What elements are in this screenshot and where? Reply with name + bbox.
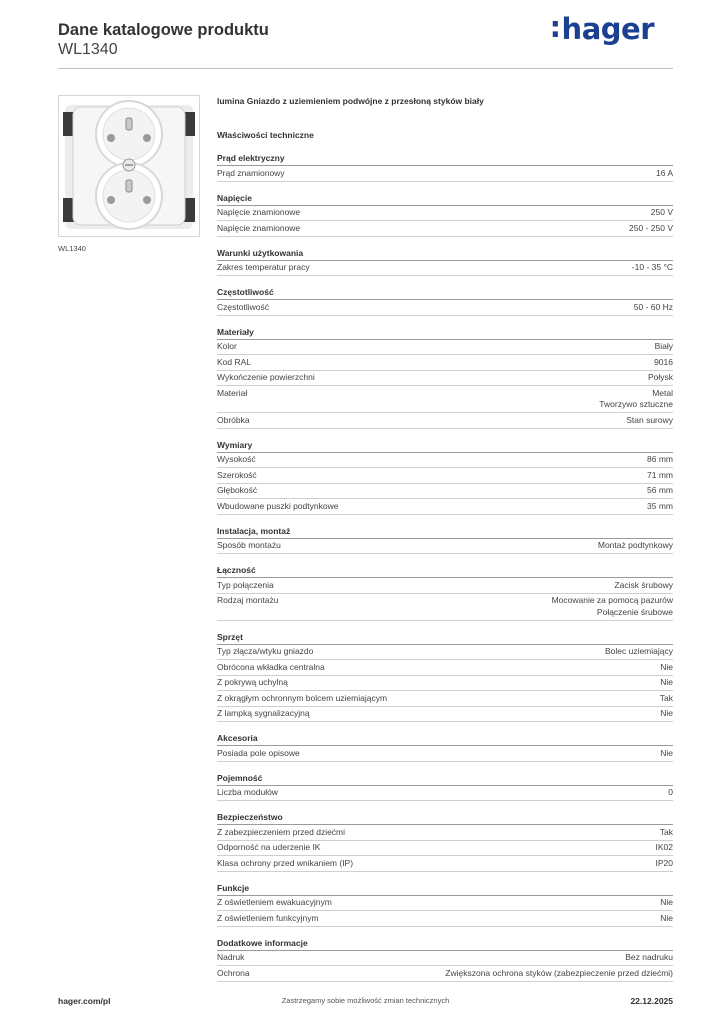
spec-row [217,539,673,555]
spec-section [217,881,673,927]
spec-value: Tak [659,826,673,837]
spec-row [217,911,673,927]
spec-value: Zwiększona ochrona styków (zabezpieczenie przed dziećmi) [445,967,673,978]
spec-value: 250 - 250 V [629,222,673,233]
spec-label: Wysokość [217,454,256,464]
spec-value: Połysk [647,372,673,382]
spec-section [217,563,673,621]
spec-label: Z oświetleniem funkcyjnym [217,912,319,923]
spec-label: Kod RAL [217,356,252,367]
spec-value: Stan surowy [626,414,673,425]
spec-section [217,731,673,762]
spec-value: Nie [660,912,673,923]
section-title: Sprzęt [217,630,673,645]
spec-row [217,660,673,676]
spec-row [217,594,673,621]
spec-row [217,746,673,762]
spec-label: Zakres temperatur pracy [217,262,310,272]
spec-value: 16 A [655,167,673,178]
spec-section [217,936,673,982]
spec-value: Bez nadruku [625,952,673,962]
spec-row [217,340,673,356]
spec-row [217,221,673,237]
spec-label: Częstotliwość [217,301,269,312]
spec-row [217,371,673,387]
footer-website: hager.com/pl [58,996,111,1006]
spec-section [217,325,673,429]
spec-row [217,676,673,692]
spec-row [217,951,673,967]
spec-row [217,841,673,857]
spec-value: 0 [668,787,673,797]
spec-value: 50 - 60 Hz [633,301,673,312]
spec-row [217,206,673,222]
spec-value: Nie [660,708,673,718]
spec-label: Rodzaj montażu [217,595,279,605]
spec-label: Z lampką sygnalizacyjną [217,708,310,718]
section-title: Pojemność [217,771,673,786]
spec-value: Nie [660,661,673,672]
spec-label: Odporność na uderzenie IK [217,842,321,852]
spec-label: Typ złącza/wtyku gniazdo [217,646,314,656]
section-title: Akcesoria [217,731,673,746]
spec-row [217,453,673,469]
spec-label: Liczba modułów [217,787,278,797]
section-title: Napięcie [217,191,673,206]
spec-row [217,825,673,841]
spec-label: Nadruk [217,952,245,962]
spec-row [217,499,673,515]
spec-row [217,856,673,872]
spec-value: Montaż podtynkowy [597,540,673,550]
spec-label: Prąd znamionowy [217,167,285,178]
logo-dots-icon: : [549,10,561,44]
spec-row [217,645,673,661]
product-name: lumina Gniazdo z uziemieniem podwójne z przesłoną styków biały [217,96,484,106]
spec-label: Wbudowane puszki podtynkowe [217,500,339,511]
product-image [58,95,200,237]
spec-row [217,484,673,500]
section-title: Instalacja, montaż [217,524,673,539]
section-title: Bezpieczeństwo [217,810,673,825]
spec-value: Bolec uziemiający [604,646,673,656]
spec-row [217,166,673,182]
spec-value: IK02 [655,842,673,852]
spec-section [217,285,673,316]
section-title: Wymiary [217,438,673,453]
hager-logo [549,12,654,46]
spec-value: 9016 [654,356,673,367]
spec-label: Typ połączenia [217,579,274,590]
spec-label: Głębokość [217,485,258,495]
image-caption: WL1340 [58,244,86,253]
spec-row [217,261,673,277]
section-title: Warunki użytkowania [217,246,673,261]
spec-value: Nie [660,677,673,687]
spec-row [217,355,673,371]
spec-label: Z pokrywą uchylną [217,677,288,687]
spec-value: IP20 [655,857,673,868]
section-title: Prąd elektryczny [217,151,673,166]
section-title: Dodatkowe informacje [217,936,673,951]
spec-label: Klasa ochrony przed wnikaniem (IP) [217,857,354,868]
spec-content [217,95,673,982]
spec-value: 56 mm [647,485,673,495]
spec-row [217,896,673,912]
spec-row [217,468,673,484]
properties-heading: Właściwości techniczne [217,130,314,140]
spec-section [217,524,673,555]
page-title: Dane katalogowe produktu [58,21,269,39]
spec-value: Biały [654,341,673,351]
logo-text: hager [561,12,654,46]
spec-value: 86 mm [647,454,673,464]
footer-date: 22.12.2025 [630,996,673,1006]
spec-value: Mocowanie za pomocą pazurów Połączenie śrubowe [551,595,673,617]
spec-value: 71 mm [647,469,673,480]
spec-label: Napięcie znamionowe [217,222,301,233]
spec-label: Kolor [217,341,237,351]
spec-label: Materiał [217,387,248,398]
footer-disclaimer: Zastrzegamy sobie możliwość zmian technicznych [281,996,450,1005]
spec-label: Szerokość [217,469,257,480]
spec-section [217,438,673,515]
spec-row [217,707,673,723]
section-title: Funkcje [217,881,673,896]
spec-label: Wykończenie powierzchni [217,372,315,382]
spec-section [217,810,673,872]
spec-label: Obrócona wkładka centralna [217,661,325,672]
spec-row [217,786,673,802]
spec-label: Ochrona [217,967,250,978]
spec-row [217,578,673,594]
page-header [58,20,269,60]
spec-row [217,966,673,982]
spec-value: 250 V [650,207,673,217]
spec-label: Napięcie znamionowe [217,207,301,217]
spec-label: Z okrągłym ochronnym bolcem uziemiającym [217,692,388,703]
spec-sections [217,151,673,982]
section-title: Częstotliwość [217,285,673,300]
spec-section [217,771,673,802]
spec-label: Obróbka [217,414,250,425]
spec-label: Z oświetleniem ewakuacyjnym [217,897,332,907]
spec-value: -10 - 35 °C [631,262,673,272]
spec-value: Metal Tworzywo sztuczne [599,387,673,409]
spec-section [217,630,673,723]
header-divider [58,68,673,69]
spec-section [217,191,673,237]
spec-row [217,691,673,707]
section-title: Łączność [217,563,673,578]
product-code: WL1340 [58,41,118,58]
spec-section [217,246,673,277]
section-title: Materiały [217,325,673,340]
spec-label: Sposób montażu [217,540,281,550]
spec-label: Posiada pole opisowe [217,747,300,758]
spec-value: Nie [660,897,673,907]
spec-section [217,151,673,182]
spec-row [217,413,673,429]
spec-row [217,386,673,413]
double-socket-icon [59,96,199,236]
spec-value: 35 mm [647,500,673,511]
spec-label: Z zabezpieczeniem przed dziećmi [217,826,346,837]
spec-value: Nie [660,747,673,758]
spec-value: Tak [659,692,673,703]
spec-value: Zacisk śrubowy [614,579,673,590]
spec-row [217,300,673,316]
